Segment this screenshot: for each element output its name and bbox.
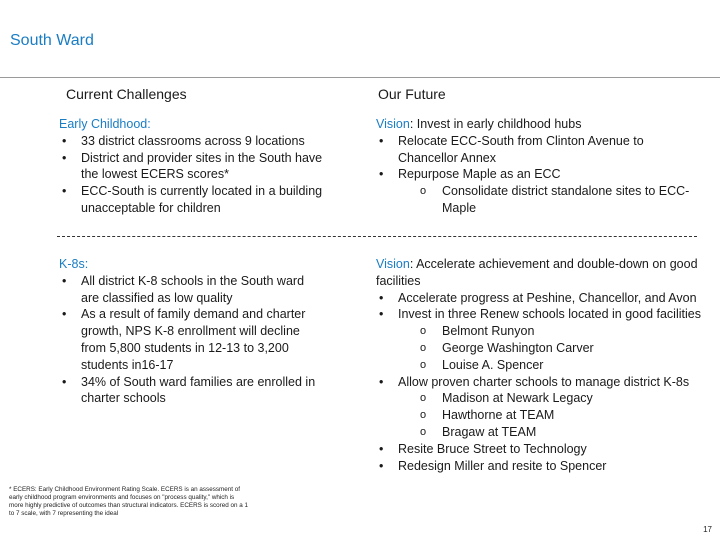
sub-bullet-item [376, 340, 706, 357]
sub-bullet-marker: o [420, 358, 427, 371]
bullet-text: Louise A. Spencer [442, 357, 544, 372]
bullet-text: Accelerate progress at Peshine, Chancellor, and Avon [398, 290, 697, 305]
bullet-item [59, 273, 324, 307]
bullet-text: All district K-8 schools in the South ward are classified as low quality [81, 273, 305, 305]
bullet-text: As a result of family demand and charter growth, NPS K-8 enrollment will decline from 5,800 students in 12-13 to 3,200 students in16-17 [81, 307, 306, 372]
k8-heading: K-8s: [59, 257, 89, 271]
vision-text: : Invest in early childhood hubs [409, 117, 582, 131]
bullet-item [376, 166, 706, 183]
page-number: 17 [703, 525, 712, 534]
sub-bullet-marker: o [420, 409, 427, 422]
bullet-text: Redesign Miller and resite to Spencer [398, 458, 607, 473]
sub-bullet-item [376, 407, 706, 424]
slide-title: South Ward [10, 32, 94, 49]
bullet-item [59, 150, 324, 184]
bullet-item [376, 458, 706, 475]
bullet-marker: • [62, 374, 67, 389]
k8-vision-line [376, 256, 706, 290]
bullet-marker: • [379, 458, 384, 473]
title-divider [0, 77, 720, 78]
bullet-marker: • [62, 150, 67, 165]
vision-label: Vision [376, 257, 410, 271]
sub-bullet-marker: o [420, 325, 427, 338]
early-childhood-challenges [59, 116, 324, 217]
k8-bullets [59, 273, 324, 407]
bullet-text: Consolidate district standalone sites to ECC-Maple [442, 184, 690, 215]
sub-bullet-item [376, 323, 706, 340]
section-divider [57, 236, 697, 237]
bullet-text: Allow proven charter schools to manage district K-8s [398, 374, 690, 389]
k8-vision [376, 256, 706, 474]
sub-bullet-marker: o [420, 185, 427, 198]
bullet-marker: • [62, 273, 67, 288]
bullet-marker: • [62, 184, 67, 199]
early-childhood-bullets [59, 133, 324, 217]
early-childhood-vision [376, 116, 706, 217]
bullet-text: 33 district classrooms across 9 locations [81, 133, 305, 148]
sub-bullet-item [376, 183, 706, 217]
bullet-item [376, 374, 706, 391]
k8-challenges [59, 256, 324, 407]
sub-bullet-marker: o [420, 425, 427, 438]
sub-bullet-item [376, 424, 706, 441]
early-childhood-vision-line [376, 116, 706, 133]
early-childhood-vision-bullets [376, 133, 706, 217]
bullet-text: Bragaw at TEAM [442, 424, 537, 439]
bullet-text: Madison at Newark Legacy [442, 391, 593, 406]
bullet-marker: • [379, 374, 384, 389]
bullet-text: Invest in three Renew schools located in good facilities [398, 307, 701, 322]
k8-vision-bullets [376, 290, 706, 475]
bullet-marker: • [379, 167, 384, 182]
bullet-marker: • [62, 133, 67, 148]
bullet-text: George Washington Carver [442, 340, 594, 355]
bullet-text: District and provider sites in the South have the lowest ECERS scores* [81, 150, 323, 182]
our-future-header: Our Future [378, 86, 446, 102]
bullet-item [376, 306, 706, 323]
sub-bullet-marker: o [420, 341, 427, 354]
sub-bullet-marker: o [420, 392, 427, 405]
bullet-text: Hawthorne at TEAM [442, 408, 555, 423]
bullet-item [376, 133, 706, 167]
bullet-text: Repurpose Maple as an ECC [398, 167, 561, 182]
current-challenges-header: Current Challenges [66, 86, 187, 102]
bullet-marker: • [379, 307, 384, 322]
bullet-text: Relocate ECC-South from Clinton Avenue to Chancellor Annex [398, 133, 644, 165]
bullet-marker: • [379, 290, 384, 305]
bullet-item [59, 183, 324, 217]
bullet-item [376, 441, 706, 458]
bullet-item [376, 290, 706, 307]
bullet-item [59, 133, 324, 150]
footnote: * ECERS: Early Childhood Environment Rating Scale. ECERS is an assessment of early childhood program environments and focuses on "process quality," which is more highly predictive of outcomes than structural indicators. ECERS is scored on a 1 to 7 scale, with 7 representing the ideal [9, 486, 249, 517]
bullet-marker: • [379, 133, 384, 148]
vision-label: Vision [376, 117, 410, 131]
bullet-item [59, 374, 324, 408]
sub-bullet-item [376, 357, 706, 374]
bullet-text: Belmont Runyon [442, 324, 535, 339]
bullet-text: 34% of South ward families are enrolled in charter schools [81, 374, 316, 406]
sub-bullet-item [376, 390, 706, 407]
bullet-text: Resite Bruce Street to Technology [398, 441, 587, 456]
bullet-marker: • [379, 441, 384, 456]
bullet-item [59, 306, 324, 373]
bullet-text: ECC-South is currently located in a building unacceptable for children [81, 184, 323, 215]
early-childhood-heading: Early Childhood: [59, 117, 151, 131]
bullet-marker: • [62, 307, 67, 322]
vision-text: : Accelerate achievement and double-down on good facilities [376, 257, 698, 288]
